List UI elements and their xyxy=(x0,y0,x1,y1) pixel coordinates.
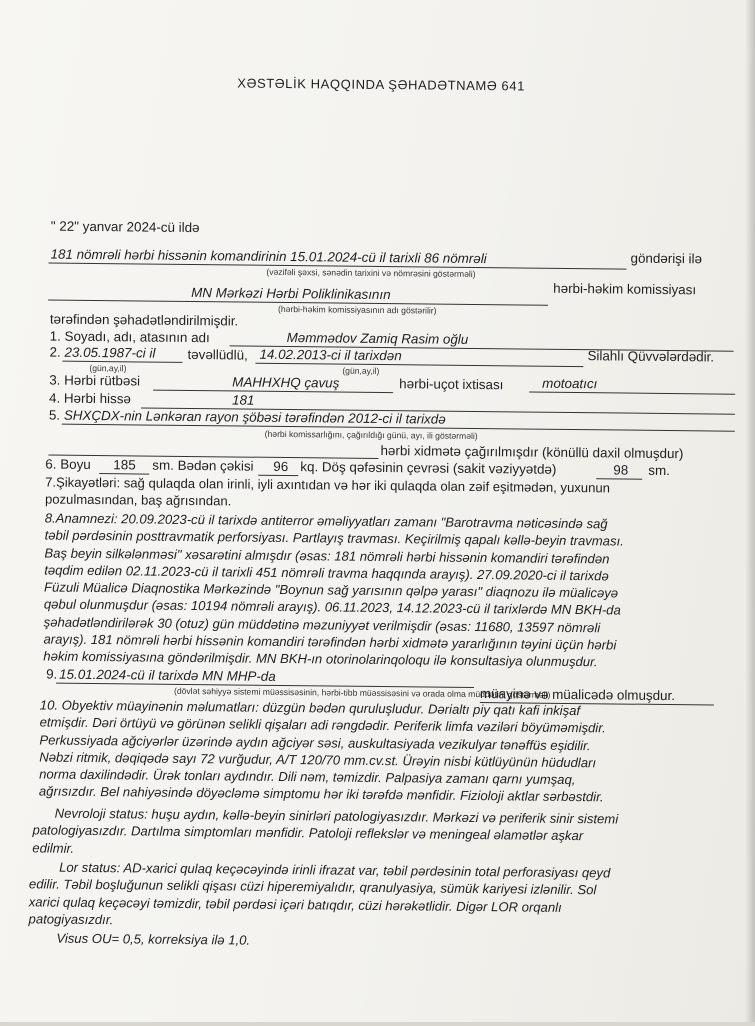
field2-caption2: (gün,ay,il) xyxy=(342,365,380,376)
anamnesis-line: təqdim edilən 02.11.2023-cü il tarixli 451 nömrəli travma haqqında arayış). 27.09.2020-ci il tarixdə xyxy=(44,562,609,584)
field5-value: SHXÇDX-nin Lənkəran rayon şöbəsi tərəfindən 2012-ci il tarixdə xyxy=(63,407,446,427)
lor-status-line: patogiyasızdır. xyxy=(28,911,114,928)
field1-value: Məmmədov Zamiq Rasim oğlu xyxy=(286,330,469,347)
field3-underline2 xyxy=(529,392,735,395)
anamnesis-line: qəbul olunmuşdur (əsas: 10194 nömrəli arayış). 06.11.2023, 14.12.2023-cü il tarixlərdə MN BKH-da xyxy=(43,596,621,619)
anamnesis-line: Füzuli Müalicə Diaqnostika Mərkəzində "Boynun sağ yarısının qəlpə yarası" diaqnozu ilə müalicəyə xyxy=(43,579,619,601)
referral-caption: (vəzifəli şəxsi, sənədin tarixini və nömrəsini göstərməli) xyxy=(266,266,476,279)
field9-caption: (dövlət səhiyyə sistemi müəssisəsinin, hərbi-tibb müəssisəsini və orada olma müddətini göstərməli) xyxy=(173,685,551,700)
lor-status-block xyxy=(29,858,736,935)
anamnesis-line: həkim komissiyasına göndərilmişdir. MN BKH-ın otorinolarinqoloqu ilə konsultasiya olunmuşdur. xyxy=(43,648,598,670)
objective-exam-line: Nəbzi ritmik, dəqiqədə sayı 72 vurğudur, A/T 120/70 mm.cv.st. Ürəyin nisbi kütlüyünün hüdudları xyxy=(39,749,597,771)
field6-label: 6. Boyu xyxy=(45,456,91,472)
objective-exam-line: Perkussiyada ağciyərlər üzərində aydın ağciyər səsi, auskultasiyada vezikulyar tənəffüs eşidilir. xyxy=(39,732,591,753)
anamnesis-line: 8.Anamnezi: 20.09.2023-cü il tarixdə antiterror əməliyyatları zamanı "Barotravma nəticəsində sağ xyxy=(44,510,608,532)
neuro-status-line: Nevroloji status: huşu aydın, kəllə-beyin sinirləri patologiyasızdır. Mərkəzi və periferik sinir sistemi xyxy=(54,805,619,827)
anamnesis-line: şəhadətləndirilərək 30 (otuz) gün müddətinə məzuniyyət verilmişdir (əsas: 11680, 13597 nömrəli xyxy=(43,614,601,636)
lor-status-line: Lor status: AD-xarici qulaq keçəcəyində irinli ifrazat var, təbil pərdəsinin total perforasiyası qeyd xyxy=(59,859,611,881)
objective-exam-line: etmişdir. Dəri örtüyü və görünən selikli qişaları adi rəngdədir. Periferik limfa vəziləri böyüməmişdir. xyxy=(39,714,606,736)
field3-specialty: motoatıcı xyxy=(542,375,598,392)
field2-birthdate: 23.05.1987-ci il xyxy=(64,344,156,361)
field1-label: 1. Soyadı, adı, atasının adı xyxy=(49,328,210,346)
field6-unit1: sm. Bədən çəkisi xyxy=(152,457,254,474)
field3-rank: MAHHXHQ çavuş xyxy=(232,374,340,391)
field9-value: 15.01.2024-cü il tarixdə MN MHP-da xyxy=(59,666,276,684)
field2-caption1: (gün,ay,il) xyxy=(89,362,127,374)
field5-caption: (hərbi komissarlığını, çağırıldığı günü, ayı, ili göstərməli) xyxy=(264,428,478,442)
field3-label: 3. Hərbi rütbəsi xyxy=(49,372,141,389)
field4-unit: 181 xyxy=(231,392,255,408)
objective-exam-block xyxy=(39,696,732,807)
lor-status-line: xarici qulaq keçəcəyi təmizdir, təbil pərdəsi içəri batıqdır, cüzi hərəkətlidir. Digər LOR orqanlı xyxy=(28,893,562,915)
anamnesis-line: Baş beyin silkələnməsi" xəsarətini almışdır (əsas: 181 nömrəli hərbi hissənin komandiri tərəfindən xyxy=(44,545,610,566)
commission-value: MN Mərkəzi Hərbi Poliklinikasının xyxy=(191,285,391,303)
referral-suffix: göndərişi ilə xyxy=(630,250,703,267)
field2-underline2 xyxy=(255,363,583,367)
anamnesis-line: təbil pərdəsinin posttravmatik perforsiyası. Partlayış travması. Keçirilmiş qapalı kəllə-beyin travması. xyxy=(44,527,624,549)
complaints-line: pozulmasından, baş ağrısından. xyxy=(44,491,232,509)
anamnesis-block xyxy=(43,509,735,672)
commission-suffix: hərbi-həkim komissiyası xyxy=(553,280,697,298)
field6-unit3: sm. xyxy=(648,462,670,479)
complaints-block xyxy=(45,473,735,515)
field9-num: 9. xyxy=(46,666,58,682)
field2-suffix: Silahlı Qüvvələrdədir. xyxy=(587,348,715,365)
field2-num: 2. xyxy=(49,344,61,360)
neuro-status-line: edilmir. xyxy=(32,839,75,856)
visus-line: Visus OU= 0,5, korreksiya ilə 1,0. xyxy=(56,930,251,948)
lor-status-line: edilir. Təbil boşluğunun selikli qişası cüzi hiperemiyalıdır, qranulyasiya, sümük kariyesi izlənilir. Sol xyxy=(28,876,597,898)
neuro-status-line: patologiyasızdır. Dartılma simptomları mənfidir. Patoloji reflekslər və meningeal əlamətlər aşkar xyxy=(32,822,584,844)
complaints-line: 7.Şikayətləri: sağ qulaqda olan irinli, iyli axıntıdan və hər iki qulaqda olan zəif eşitmədən, yuxunun xyxy=(45,474,611,496)
field5-suffix: hərbi xidmətə çağırılmışdır (könüllü daxil olmuşdur) xyxy=(380,443,684,462)
anamnesis-line: arayış). 181 nömrəli hərbi hissənin komandiri tərəfindən hərbi xidmətə yararlığının təyini üçün hərbi xyxy=(43,631,617,653)
field6-chest: 98 xyxy=(613,462,629,478)
field2-service-date: 14.02.2013-ci il tarixdən xyxy=(259,346,402,364)
field5-num: 5. xyxy=(48,407,61,423)
document-title: XƏSTƏLİK HAQQINDA ŞƏHADƏTNAMƏ 641 xyxy=(237,75,526,94)
field9-suffix: müayinə və müalicədə olmuşdur. xyxy=(479,686,676,704)
field2-label: təvəllüdlü, xyxy=(187,346,248,363)
commission-caption: (hərbi-həkim komissiyasının adı göstərilir) xyxy=(277,303,437,316)
field3-label2: hərbi-uçot ixtisası xyxy=(399,376,504,393)
field6-weight: 96 xyxy=(273,458,289,475)
field4-label: 4. Hərbi hissə xyxy=(48,390,131,407)
certified-by: tərəfindən şəhadətləndirilmişdir. xyxy=(49,311,239,329)
neuro-status-block xyxy=(32,804,733,863)
objective-exam-line: 10. Obyektiv müayinənin məlumatları: düzgün bədən quruluşludur. Dərialtı piy qatı kafi inkişaf xyxy=(39,697,581,719)
referral-value: 181 nömrəli hərbi hissənin komandirinin 15.01.2024-cü il tarixli 86 nömrəli xyxy=(50,246,487,267)
objective-exam-line: norma daxilindədir. Ürək tonları aydındır. Dili nəm, təmizdir. Palpasiya zamanı qarnı yumşaq, xyxy=(39,766,576,788)
field6-height: 185 xyxy=(113,457,136,473)
field3-underline1 xyxy=(153,390,393,394)
field6-unit2: kq. Döş qəfəsinin çevrəsi (sakit vəziyyətdə) xyxy=(300,459,557,477)
date-line: " 22" yanvar 2024-cü ildə xyxy=(50,218,200,236)
objective-exam-line: ağrısızdır. Bel nahiyəsində döyəcləmə simptomu hər iki tərəfdə mənfidir. Fizioloji aktlar sərbəstdir. xyxy=(38,783,604,805)
